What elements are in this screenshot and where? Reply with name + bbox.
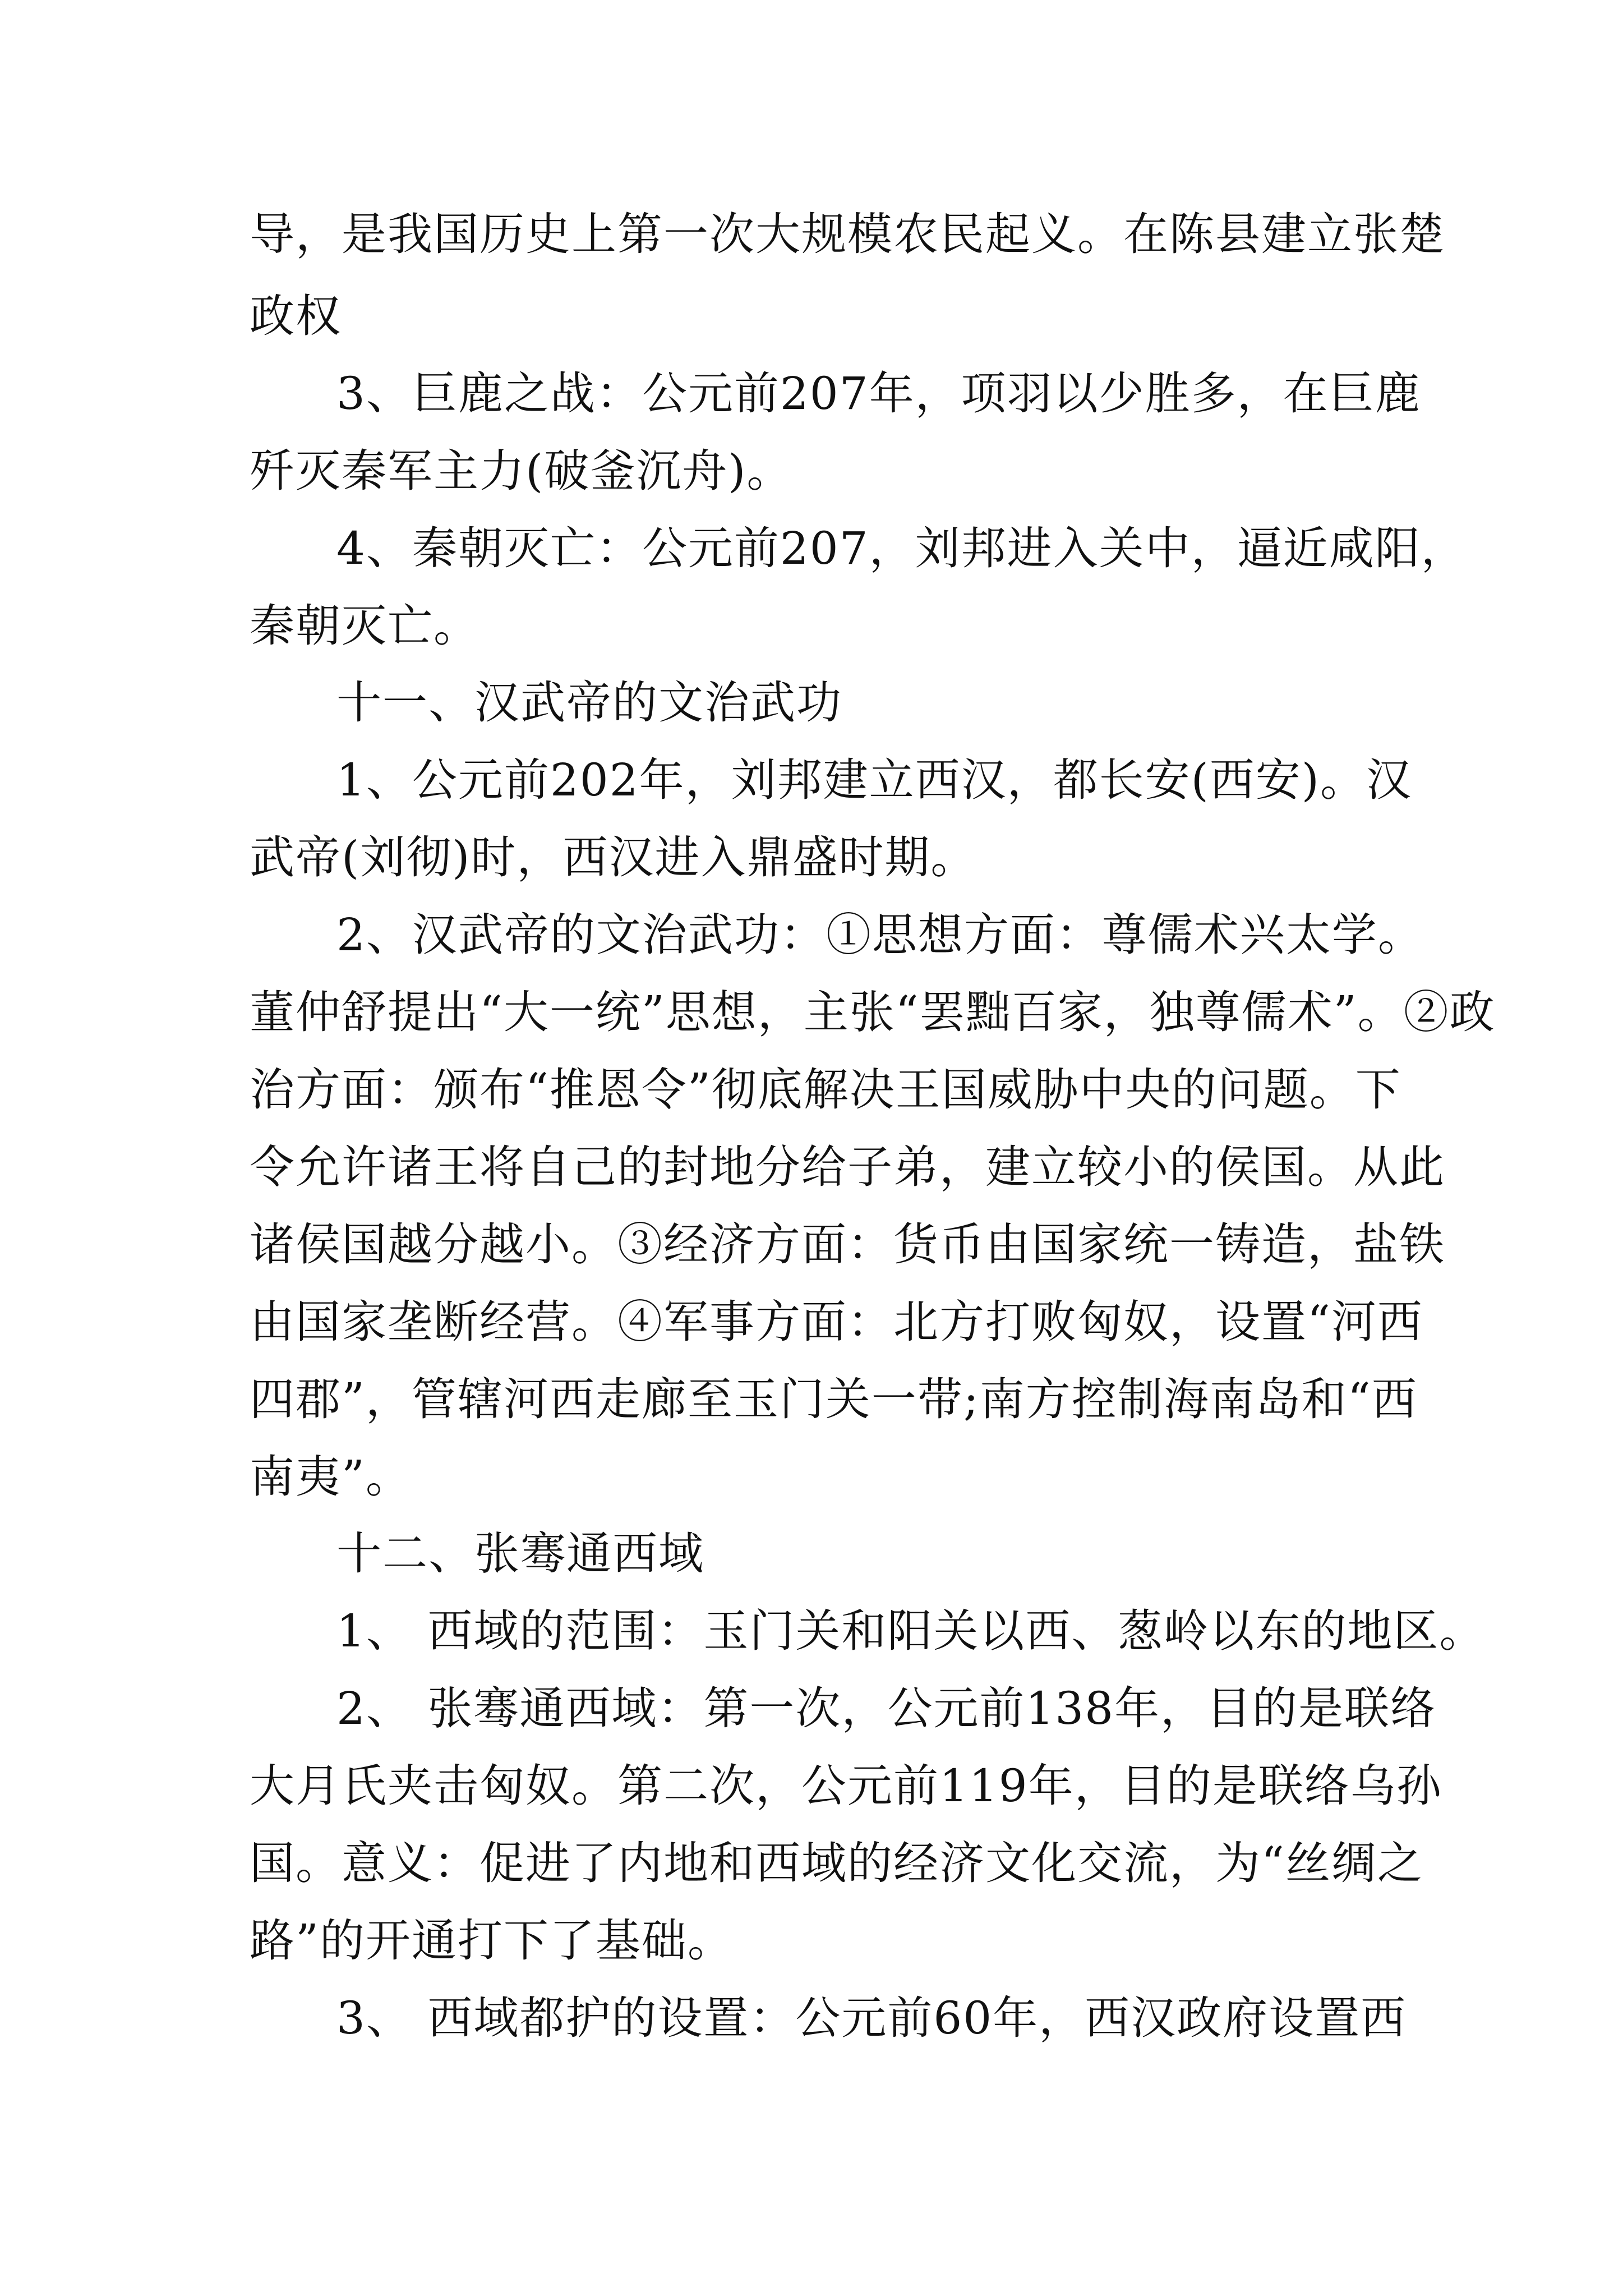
text-line: 武帝(刘彻)时，西汉进入鼎盛时期。	[250, 831, 977, 884]
text-line: 由国家垄断经营。④军事方面：北方打败匈奴，设置“河西	[250, 1296, 1423, 1348]
text-line: 大月氏夹击匈奴。第二次，公元前119年，目的是联络乌孙	[250, 1760, 1442, 1812]
text-line: 治方面：颁布“推恩令”彻底解决王国威胁中央的问题。下	[250, 1064, 1401, 1116]
text-line: 秦朝灭亡。	[250, 600, 479, 652]
section-heading: 十二、张骞通西域	[336, 1527, 704, 1580]
text-line: 董仲舒提出“大一统”思想，主张“罢黜百家，独尊儒术”。②政	[250, 986, 1496, 1038]
text-line: 2、 张骞通西域：第一次，公元前138年，目的是联络	[336, 1682, 1437, 1734]
text-line: 令允许诸王将自己的封地分给子弟，建立较小的侯国。从此	[250, 1141, 1445, 1193]
text-line: 3、 西域都护的设置：公元前60年，西汉政府设置西	[336, 1992, 1407, 2044]
text-line: 1、公元前202年，刘邦建立西汉，都长安(西安)。汉	[336, 754, 1413, 806]
text-line: 四郡”，管辖河西走廊至玉门关一带;南方控制海南岛和“西	[250, 1373, 1418, 1425]
text-line: 路”的开通打下了基础。	[250, 1915, 734, 1967]
text-line: 2、汉武帝的文治武功：①思想方面：尊儒术兴太学。	[336, 909, 1424, 961]
text-line: 导，是我国历史上第一次大规模农民起义。在陈县建立张楚	[250, 208, 1445, 260]
text-line: 国。意义：促进了内地和西域的经济文化交流，为“丝绸之	[250, 1837, 1423, 1889]
section-heading: 十一、汉武帝的文治武功	[336, 677, 842, 729]
text-line: 政权	[250, 290, 342, 342]
text-line: 4、秦朝灭亡：公元前207，刘邦进入关中，逼近咸阳，	[336, 522, 1467, 574]
text-line: 南夷”。	[250, 1451, 412, 1503]
text-line: 诸侯国越分越小。③经济方面：货币由国家统一铸造，盐铁	[250, 1218, 1445, 1271]
text-line: 歼灭秦军主力(破釜沉舟)。	[250, 445, 793, 497]
text-line: 1、 西域的范围：玉门关和阳关以西、葱岭以东的地区。	[336, 1605, 1486, 1657]
text-line: 3、巨鹿之战：公元前207年，项羽以少胜多，在巨鹿	[336, 367, 1421, 420]
